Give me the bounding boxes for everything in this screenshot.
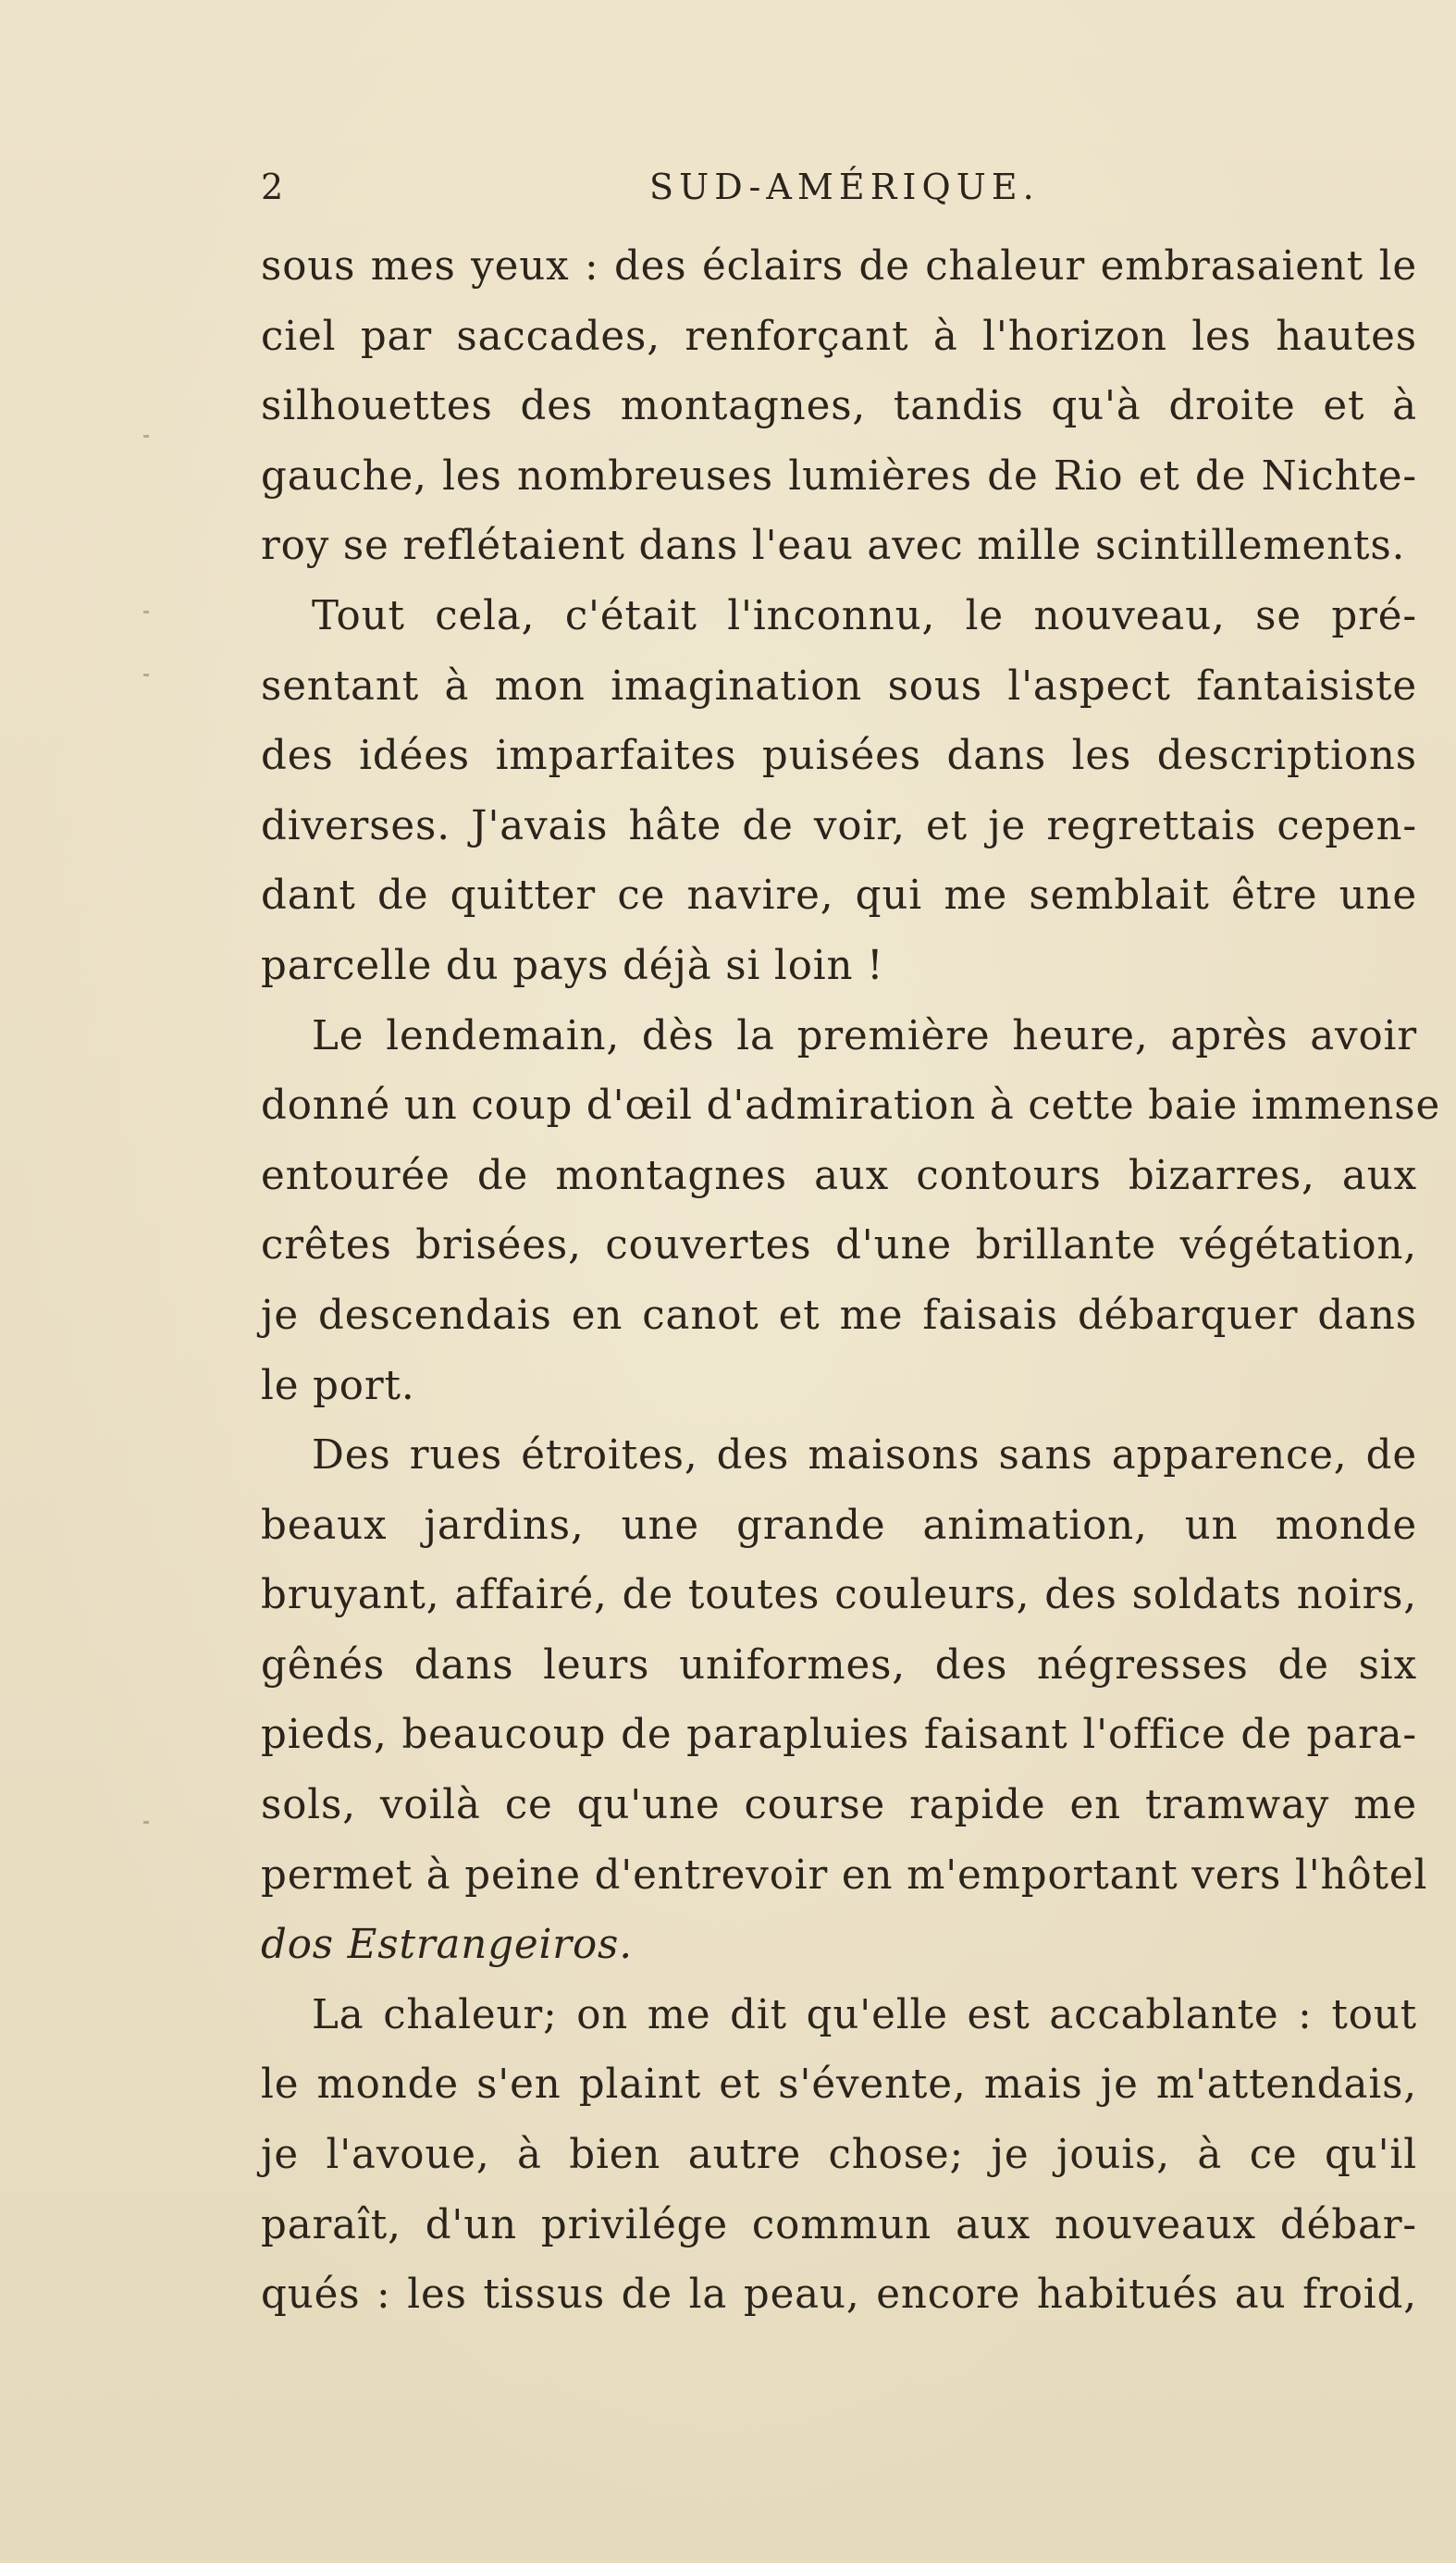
running-header [261, 167, 1413, 222]
text-line: diverses. J'avais hâte de voir, et je regrettais cepen- [261, 802, 1417, 849]
paragraph-4 [261, 1421, 1428, 1981]
running-title: SUD-AMÉRIQUE. [649, 167, 1040, 207]
text-line: roy se reflétaient dans l'eau avec mille scintillements. [261, 523, 1406, 570]
text-line: sous mes yeux : des éclairs de chaleur embrasaient le [261, 243, 1417, 290]
text-line: pieds, beaucoup de parapluies faisant l'office de para- [261, 1712, 1417, 1759]
margin-speck [143, 674, 149, 676]
paragraph-2 [261, 582, 1417, 1002]
text-line: parcelle du pays déjà si loin ! [261, 942, 884, 989]
text-line: entourée de montagnes aux contours bizarres, aux [261, 1152, 1417, 1199]
text-line: sols, voilà ce qu'une course rapide en tramway me [261, 1782, 1417, 1829]
text-line: Tout cela, c'était l'inconnu, le nouveau, se pré- [312, 592, 1417, 639]
paragraph-3 [261, 1002, 1441, 1422]
text-line: donné un coup d'œil d'admiration à cette baie immense [261, 1083, 1441, 1130]
text-line: le monde s'en plaint et s'évente, mais je m'attendais, [261, 2062, 1417, 2109]
text-line: qués : les tissus de la peau, encore habitués au froid, [261, 2272, 1417, 2319]
text-line: permet à peine d'entrevoir en m'emportant vers l'hôtel [261, 1851, 1428, 1899]
paragraph-5 [261, 1981, 1417, 2331]
text-line: crêtes brisées, couvertes d'une brillante végétation, [261, 1222, 1417, 1269]
text-line: gauche, les nombreuses lumières de Rio et de Nichte- [261, 452, 1417, 500]
text-line: dant de quitter ce navire, qui me semblait être une [261, 873, 1417, 920]
text-line: Le lendemain, dès la première heure, après avoir [312, 1012, 1417, 1059]
text-line: paraît, d'un privilége commun aux nouveaux débar- [261, 2201, 1417, 2248]
text-line: des idées imparfaites puisées dans les descriptions [261, 733, 1417, 780]
margin-speck [143, 1821, 149, 1824]
text-line: silhouettes des montagnes, tandis qu'à droite et à [261, 383, 1417, 430]
text-line: je descendais en canot et me faisais débarquer dans [261, 1292, 1417, 1339]
margin-speck [143, 611, 149, 613]
margin-speck [143, 435, 149, 438]
text-line: bruyant, affairé, de toutes couleurs, des soldats noirs, [261, 1572, 1417, 1619]
text-line: sentant à mon imagination sous l'aspect fantaisiste [261, 662, 1417, 710]
text-line-italic: dos Estrangeiros. [261, 1922, 633, 1969]
text-line: beaux jardins, une grande animation, un monde [261, 1502, 1417, 1549]
paragraph-1 [261, 232, 1417, 582]
page-number: 2 [261, 167, 284, 207]
body-text [261, 232, 1441, 2331]
text-line: gênés dans leurs uniformes, des négresses de six [261, 1641, 1417, 1689]
text-line: le port. [261, 1362, 415, 1409]
text-line: Des rues étroites, des maisons sans apparence, de [312, 1432, 1417, 1480]
text-line: La chaleur; on me dit qu'elle est accablante : tout [312, 1991, 1417, 2038]
text-line: je l'avoue, à bien autre chose; je jouis, à ce qu'il [261, 2132, 1417, 2179]
text-line: ciel par saccades, renforçant à l'horizon les hautes [261, 313, 1417, 360]
